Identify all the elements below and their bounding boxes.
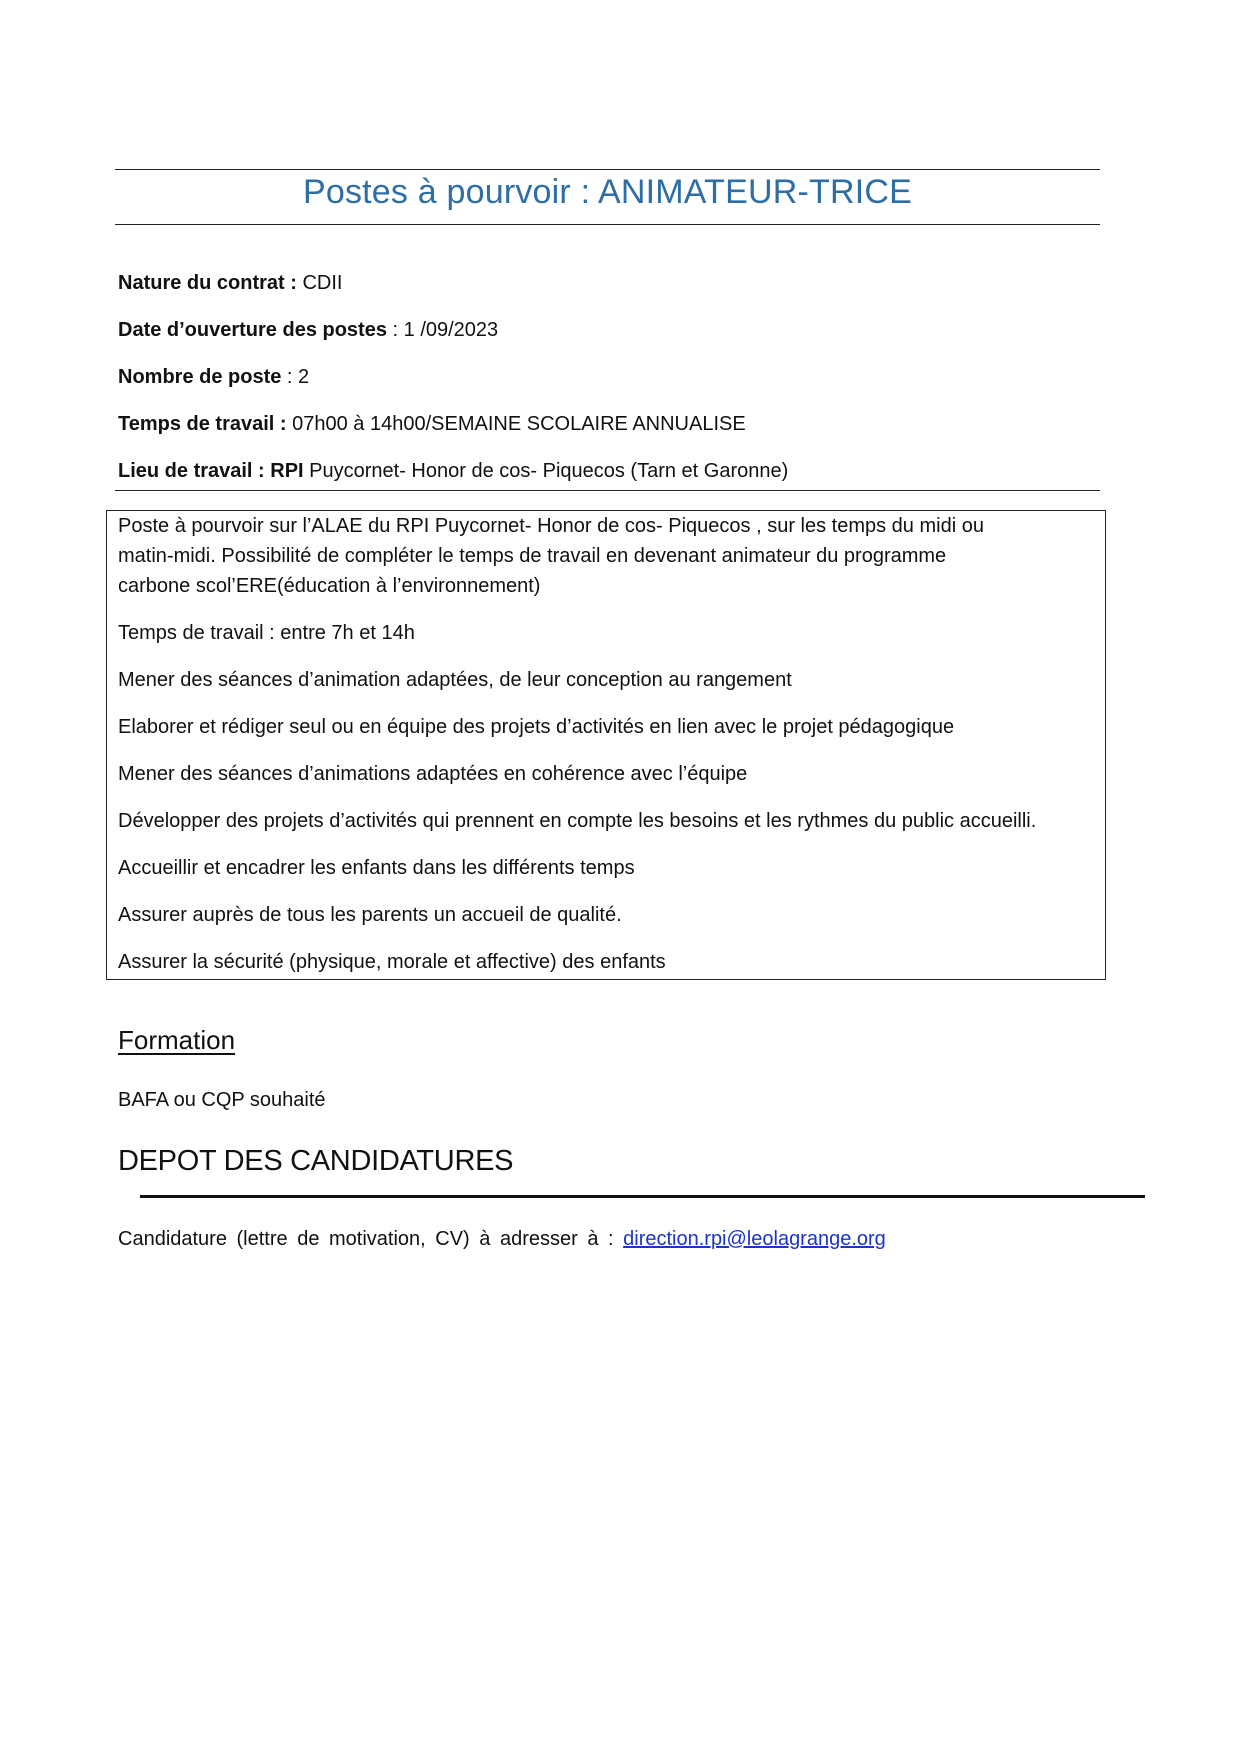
title-bottom-rule: [115, 224, 1100, 225]
title-top-rule: [115, 169, 1100, 170]
field-contract-value: CDII: [296, 272, 343, 294]
field-positions-count-value: : 2: [281, 366, 310, 388]
depot-rule: [140, 1195, 1145, 1198]
field-work-time-label: Temps de travail :: [118, 413, 287, 435]
depot-heading: DEPOT DES CANDIDATURES: [118, 1145, 514, 1177]
application-email-link[interactable]: direction.rpi@leolagrange.org: [623, 1228, 886, 1250]
task-item: Accueillir et encadrer les enfants dans les différents temps: [118, 857, 635, 879]
field-contract: [118, 272, 342, 295]
field-opening-date-label: Date d’ouverture des postes: [118, 319, 387, 341]
task-item: Mener des séances d’animations adaptées en cohérence avec l’équipe: [118, 763, 748, 785]
field-opening-date: [118, 319, 498, 342]
field-work-location-label: Lieu de travail : RPI: [118, 460, 304, 482]
task-item: Assurer auprès de tous les parents un accueil de qualité.: [118, 904, 622, 926]
field-positions-count: [118, 366, 309, 389]
formation-text: BAFA ou CQP souhaité: [118, 1089, 326, 1111]
field-work-location: [118, 460, 788, 483]
field-work-time: [118, 413, 746, 436]
field-opening-date-value: : 1 /09/2023: [386, 319, 499, 341]
description-intro-line-2: matin-midi. Possibilité de compléter le temps de travail en devenant animateur du programme: [118, 545, 947, 567]
description-intro-line-3: carbone scol’ERE(éducation à l’environnement): [118, 575, 541, 597]
task-item: Développer des projets d’activités qui prennent en compte les besoins et les rythmes du public accueilli.: [118, 810, 1037, 832]
field-work-location-value: Puycornet- Honor de cos- Piquecos (Tarn et Garonne): [303, 460, 789, 482]
application-text: Candidature (lettre de motivation, CV) à adresser à :: [118, 1228, 624, 1250]
description-intro-line-1: Poste à pourvoir sur l’ALAE du RPI Puycornet- Honor de cos- Piquecos , sur les temps du midi ou: [118, 515, 984, 537]
field-positions-count-label: Nombre de poste: [118, 366, 282, 388]
description-hours: Temps de travail : entre 7h et 14h: [118, 622, 415, 644]
task-item: Assurer la sécurité (physique, morale et affective) des enfants: [118, 951, 666, 973]
task-item: Elaborer et rédiger seul ou en équipe des projets d’activités en lien avec le projet pédagogique: [118, 716, 955, 738]
page-title: Postes à pourvoir : ANIMATEUR-TRICE: [302, 173, 913, 211]
application-instructions: [118, 1228, 886, 1251]
fields-bottom-rule: [115, 490, 1100, 491]
field-contract-label: Nature du contrat :: [118, 272, 297, 294]
task-item: Mener des séances d’animation adaptées, de leur conception au rangement: [118, 669, 792, 691]
formation-heading: Formation: [118, 1025, 236, 1055]
field-work-time-value: 07h00 à 14h00/SEMAINE SCOLAIRE ANNUALISE: [286, 413, 746, 435]
